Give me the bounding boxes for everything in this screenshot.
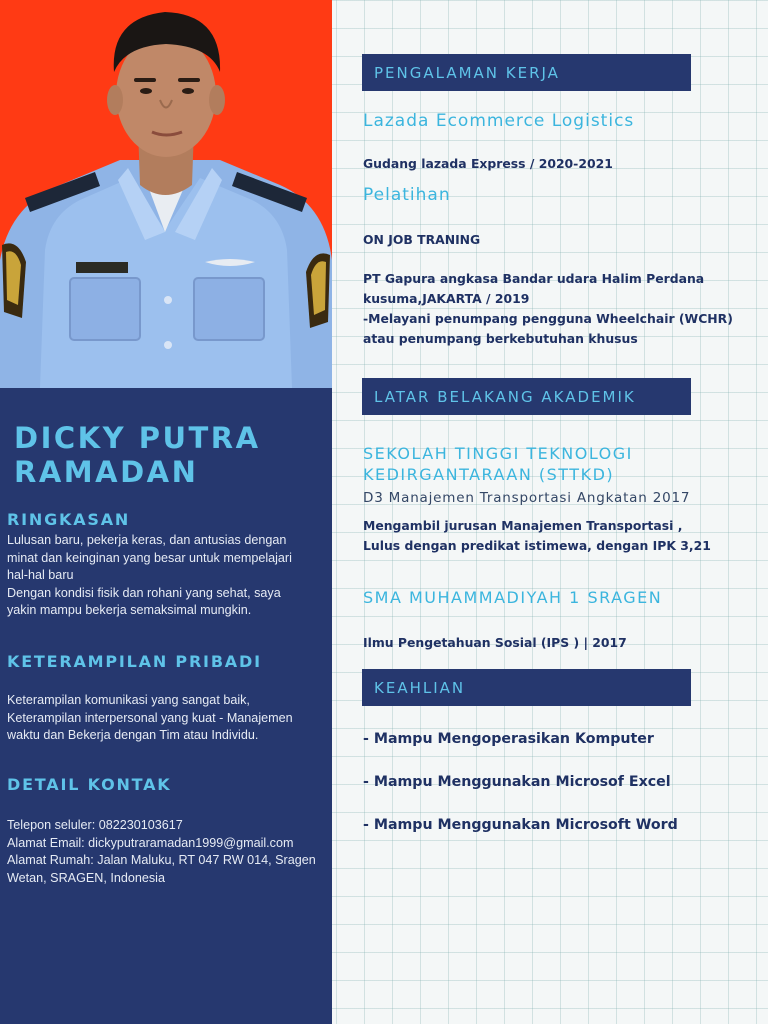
- summary-heading: RINGKASAN: [7, 510, 131, 529]
- experience-heading-band: [362, 54, 691, 91]
- summary-line: Lulusan baru, pekerja keras, dan antusias dengan: [7, 533, 287, 547]
- school-detail: Ilmu Pengetahuan Sosial (IPS ) | 2017: [363, 635, 627, 650]
- training-line: kusuma,JAKARTA / 2019: [363, 291, 530, 306]
- college-program: D3 Manajemen Transportasi Angkatan 2017: [363, 490, 691, 506]
- contact-text: [7, 817, 325, 887]
- company-name: Lazada Ecommerce Logistics: [363, 111, 635, 131]
- contact-phone: Telepon seluler: 082230103617: [7, 818, 183, 832]
- personal-skills-line: Keterampilan komunikasi yang sangat baik,: [7, 693, 250, 707]
- college-detail: [363, 516, 711, 556]
- full-name: [14, 421, 324, 489]
- skill-item: - Mampu Menggunakan Microsoft Word: [363, 817, 678, 833]
- summary-line: minat dan keinginan yang besar untuk mempelajari: [7, 550, 292, 565]
- college-detail-line: Mengambil jurusan Manajemen Transportasi ,: [363, 518, 683, 533]
- education-heading: LATAR BELAKANG AKADEMIK: [374, 387, 636, 406]
- contact-address: Wetan, SRAGEN, Indonesia: [7, 870, 165, 885]
- training-detail: [363, 269, 733, 349]
- company-detail: Gudang lazada Express / 2020-2021: [363, 156, 613, 171]
- college-name: [363, 443, 633, 485]
- profile-photo: [0, 0, 332, 388]
- college-name-line: SEKOLAH TINGGI TEKNOLOGI: [363, 444, 633, 463]
- training-line: atau penumpang berkebutuhan khusus: [363, 331, 638, 346]
- summary-text: [7, 532, 325, 620]
- contact-email: Alamat Email: dickyputraramadan1999@gmail.com: [7, 835, 294, 850]
- personal-skills-line: Keterampilan interpersonal yang kuat - Manajemen: [7, 710, 293, 725]
- training-type: ON JOB TRANING: [363, 232, 481, 247]
- education-heading-band: [362, 378, 691, 415]
- left-panel: [0, 0, 332, 1024]
- skills-heading: KEAHLIAN: [374, 678, 466, 697]
- college-detail-line: Lulus dengan predikat istimewa, dengan IPK 3,21: [363, 538, 711, 553]
- full-name-line: DICKY PUTRA: [14, 421, 261, 455]
- summary-line: yakin mampu bekerja semaksimal mungkin.: [7, 603, 252, 617]
- training-line: PT Gapura angkasa Bandar udara Halim Perdana: [363, 271, 705, 286]
- summary-line: Dengan kondisi fisik dan rohani yang sehat, saya: [7, 585, 281, 600]
- personal-skills-line: waktu dan Bekerja dengan Tim atau Individu.: [7, 728, 259, 742]
- person-portrait-image: [0, 0, 332, 388]
- personal-skills-text: [7, 692, 325, 745]
- training-line: -Melayani penumpang pengguna Wheelchair (WCHR): [363, 311, 733, 326]
- school-name: SMA MUHAMMADIYAH 1 SRAGEN: [363, 588, 663, 607]
- contact-heading: DETAIL KONTAK: [7, 775, 172, 794]
- full-name-line: RAMADAN: [14, 455, 199, 489]
- skill-item: - Mampu Menggunakan Microsof Excel: [363, 774, 671, 790]
- summary-line: hal-hal baru: [7, 568, 74, 582]
- college-name-line: KEDIRGANTARAAN (STTKD): [363, 465, 615, 484]
- contact-address: Alamat Rumah: Jalan Maluku, RT 047 RW 014, Sragen: [7, 853, 316, 867]
- personal-skills-heading: KETERAMPILAN PRIBADI: [7, 652, 262, 671]
- skills-heading-band: [362, 669, 691, 706]
- skill-item: - Mampu Mengoperasikan Komputer: [363, 731, 654, 747]
- training-heading: Pelatihan: [363, 185, 451, 205]
- experience-heading: PENGALAMAN KERJA: [374, 63, 560, 82]
